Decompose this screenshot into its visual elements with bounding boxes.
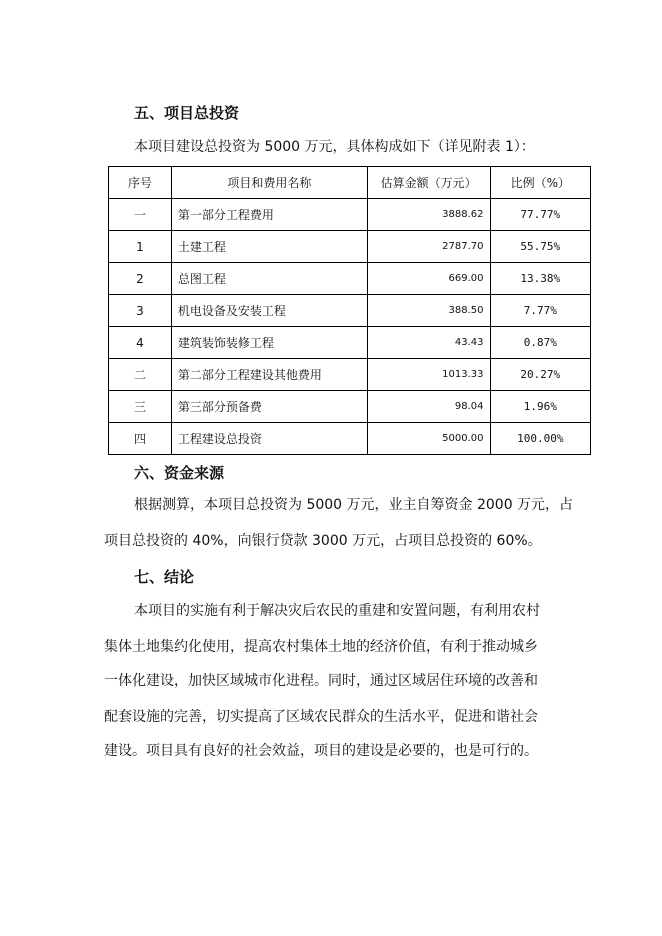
section-5-heading: 五、项目总投资 — [134, 104, 240, 122]
row-ratio: 100.00% — [490, 423, 590, 455]
row-ratio: 20.27% — [490, 359, 590, 391]
header-item-name: 项目和费用名称 — [171, 167, 367, 199]
table-header-row — [109, 167, 591, 199]
row-amount: 3888.62 — [367, 199, 490, 231]
table-row — [109, 295, 591, 327]
section-7-line-4: 配套设施的完善，切实提高了区域农民群众的生活水平，促进和谐社会 — [104, 709, 538, 725]
section-7-line-5: 建设。项目具有良好的社会效益，项目的建设是必要的，也是可行的。 — [104, 743, 538, 759]
row-item-name: 工程建设总投资 — [171, 423, 367, 455]
row-item-name: 第一部分工程费用 — [171, 199, 367, 231]
table-row — [109, 199, 591, 231]
section-5-intro: 本项目建设总投资为 5000 万元，具体构成如下（详见附表 1）： — [134, 139, 535, 155]
table-row — [109, 231, 591, 263]
row-index: 一 — [109, 199, 172, 231]
row-item-name: 建筑装饰装修工程 — [171, 327, 367, 359]
row-ratio: 0.87% — [490, 327, 590, 359]
section-6-line-1: 根据测算，本项目总投资为 5000 万元，业主自筹资金 2000 万元，占 — [134, 497, 574, 513]
row-amount: 5000.00 — [367, 423, 490, 455]
section-6-heading: 六、资金来源 — [134, 464, 225, 482]
section-7-line-1: 本项目的实施有利于解决灾后农民的重建和安置问题，有利用农村 — [134, 603, 540, 619]
row-amount: 669.00 — [367, 263, 490, 295]
row-index: 1 — [109, 231, 172, 263]
row-amount: 43.43 — [367, 327, 490, 359]
row-index: 2 — [109, 263, 172, 295]
table-row — [109, 423, 591, 455]
row-amount: 1013.33 — [367, 359, 490, 391]
section-7-line-2: 集体土地集约化使用，提高农村集体土地的经济价值，有利于推动城乡 — [104, 639, 538, 655]
row-amount: 2787.70 — [367, 231, 490, 263]
section-7-heading: 七、结论 — [134, 568, 195, 586]
row-ratio: 7.77% — [490, 295, 590, 327]
row-item-name: 土建工程 — [171, 231, 367, 263]
row-index: 二 — [109, 359, 172, 391]
section-6-line-2: 项目总投资的 40%，向银行贷款 3000 万元，占项目总投资的 60%。 — [104, 533, 542, 549]
header-amount: 估算金额（万元） — [367, 167, 490, 199]
row-ratio: 77.77% — [490, 199, 590, 231]
table-row — [109, 391, 591, 423]
row-ratio: 1.96% — [490, 391, 590, 423]
row-index: 三 — [109, 391, 172, 423]
row-item-name: 第三部分预备费 — [171, 391, 367, 423]
row-index: 4 — [109, 327, 172, 359]
row-index: 四 — [109, 423, 172, 455]
row-amount: 98.04 — [367, 391, 490, 423]
header-index: 序号 — [109, 167, 172, 199]
table-row — [109, 263, 591, 295]
row-item-name: 机电设备及安装工程 — [171, 295, 367, 327]
table-row — [109, 327, 591, 359]
investment-table — [108, 166, 591, 455]
table-row — [109, 359, 591, 391]
row-index: 3 — [109, 295, 172, 327]
section-7-line-3: 一体化建设，加快区域城市化进程。同时，通过区域居住环境的改善和 — [104, 673, 538, 689]
row-item-name: 第二部分工程建设其他费用 — [171, 359, 367, 391]
header-ratio: 比例（%） — [490, 167, 590, 199]
row-ratio: 13.38% — [490, 263, 590, 295]
row-ratio: 55.75% — [490, 231, 590, 263]
row-item-name: 总图工程 — [171, 263, 367, 295]
row-amount: 388.50 — [367, 295, 490, 327]
